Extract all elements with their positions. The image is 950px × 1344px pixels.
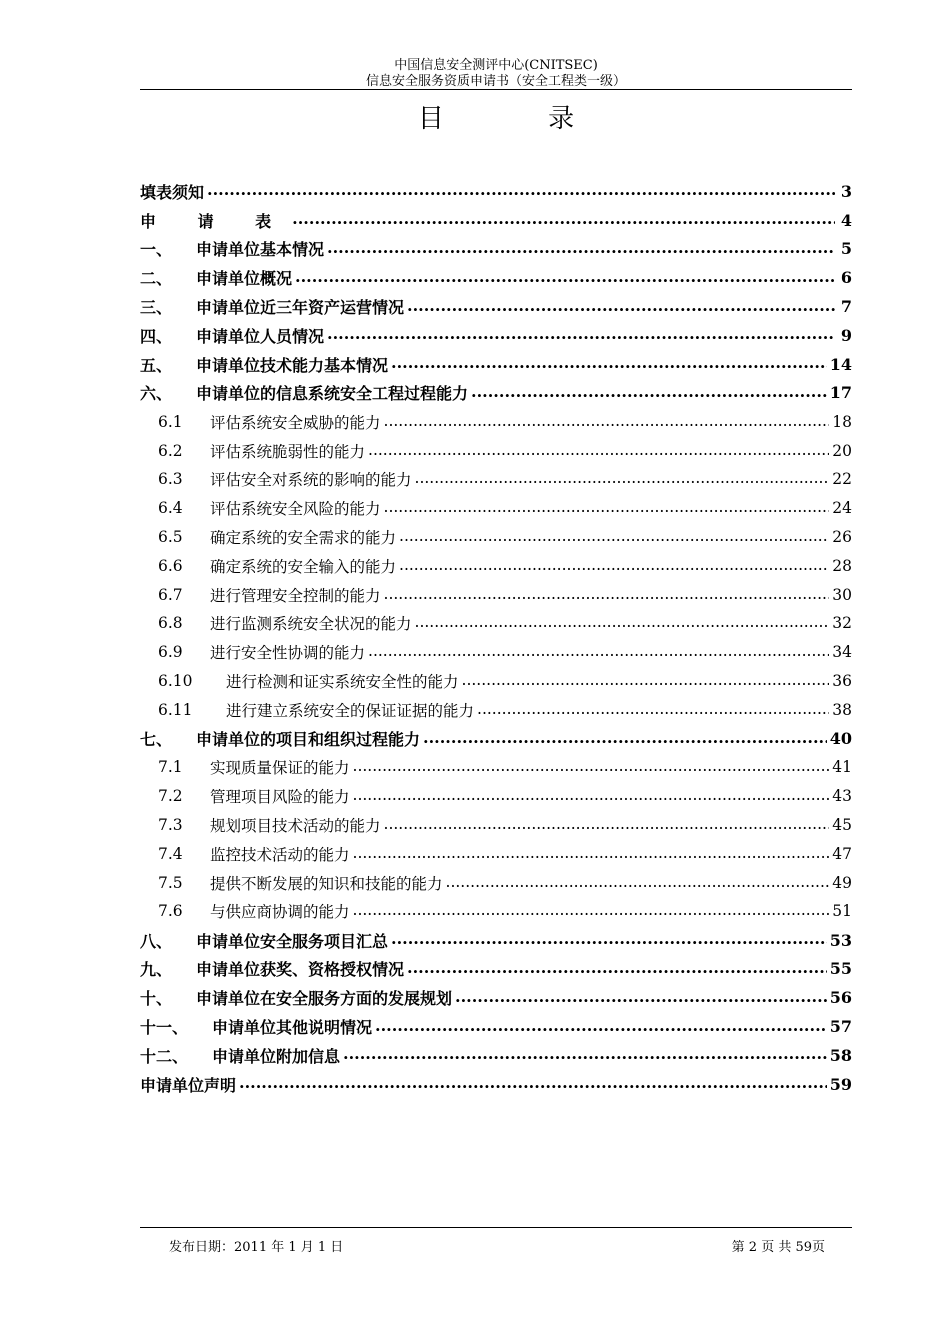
toc-entry-number: 十、 [140, 989, 173, 1009]
toc-entry-page: 43 [832, 787, 852, 806]
toc-entry-number: 7.3 [158, 815, 183, 834]
toc-entry-label: 申请单位基本情况 [196, 240, 325, 260]
toc-leader-dots [239, 1075, 827, 1093]
toc-entry[interactable] [140, 955, 852, 984]
toc-entry-number: 七、 [140, 730, 173, 750]
toc-entry-number: 一、 [140, 240, 173, 260]
toc-entry-page: 26 [832, 527, 852, 546]
toc-entry[interactable] [140, 1041, 852, 1070]
toc-entry-number: 6.6 [158, 556, 183, 575]
toc-entry-label: 评估安全对系统的影响的能力 [210, 471, 412, 490]
toc-entry[interactable] [140, 263, 852, 292]
footer-page-number: 第 2 页 共 59页 [731, 1240, 825, 1255]
toc-entry[interactable] [140, 494, 852, 523]
toc-entry-number: 6.1 [158, 412, 183, 431]
toc-leader-dots [343, 1046, 827, 1064]
toc-entry-page: 20 [832, 441, 852, 460]
toc-leader-dots [353, 902, 830, 920]
toc-entry-page: 17 [829, 383, 852, 403]
toc-entry-page: 45 [832, 815, 852, 834]
toc-leader-dots [462, 672, 830, 690]
toc-entry-label: 进行检测和证实系统安全性的能力 [226, 672, 459, 691]
toc-entry-page: 6 [840, 268, 852, 288]
header-document-title: 信息安全服务资质申请书（安全工程类一级） [365, 74, 626, 89]
toc-entry[interactable] [140, 897, 852, 926]
toc-entry-label: 管理项目风险的能力 [210, 788, 350, 807]
toc-entry[interactable] [140, 436, 852, 465]
toc-entry-page: 51 [832, 902, 852, 921]
toc-entry-label: 申请单位的项目和组织过程能力 [196, 730, 421, 750]
toc-entry-label: 实现质量保证的能力 [210, 759, 350, 778]
toc-entry-label: 提供不断发展的知识和技能的能力 [210, 874, 443, 893]
toc-entry-page: 57 [829, 1017, 852, 1036]
toc-entry-page: 38 [832, 700, 852, 719]
toc-leader-dots [391, 355, 827, 373]
toc-entry-page: 34 [832, 643, 852, 662]
toc-entry[interactable] [140, 609, 852, 638]
toc-entry-number: 7.1 [158, 758, 183, 777]
toc-entry-page: 14 [829, 354, 852, 374]
toc-leader-dots [423, 730, 827, 748]
page-title: 目 录 [417, 104, 623, 134]
toc-entry-label: 申请单位近三年资产运营情况 [196, 298, 405, 318]
toc-leader-dots [327, 326, 835, 344]
toc-entry[interactable] [140, 177, 852, 206]
toc-entry-label: 评估系统脆弱性的能力 [210, 442, 366, 461]
toc-entry-label: 申 请 表 [140, 211, 290, 231]
toc-entry[interactable] [140, 523, 852, 552]
toc-entry-number: 二、 [140, 269, 173, 289]
toc-leader-dots [353, 787, 830, 805]
page-header [140, 58, 852, 90]
toc-entry-number: 八、 [140, 931, 173, 951]
toc-entry-page: 56 [829, 988, 852, 1008]
toc-entry-page: 55 [829, 959, 852, 979]
toc-entry-label: 申请单位概况 [196, 269, 293, 289]
toc-entry-number: 7.2 [158, 787, 183, 806]
table-of-contents [140, 177, 852, 1099]
toc-entry-label: 与供应商协调的能力 [210, 903, 350, 922]
toc-leader-dots [292, 211, 835, 229]
toc-entry-label: 申请单位技术能力基本情况 [196, 355, 389, 375]
toc-leader-dots [407, 960, 827, 978]
toc-entry-page: 9 [840, 325, 852, 345]
toc-entry[interactable] [140, 465, 852, 494]
toc-entry-label: 评估系统安全威胁的能力 [210, 413, 381, 432]
toc-entry-number: 五、 [140, 355, 173, 375]
toc-entry-number: 六、 [140, 384, 173, 404]
toc-entry-number: 三、 [140, 298, 173, 318]
toc-leader-dots [415, 470, 830, 488]
toc-entry-page: 5 [840, 239, 852, 259]
toc-leader-dots [407, 298, 835, 316]
toc-entry[interactable] [140, 724, 852, 753]
toc-entry-number: 十一、 [140, 1018, 189, 1037]
toc-entry-page: 32 [832, 614, 852, 633]
toc-entry-page: 3 [840, 181, 852, 201]
toc-leader-dots [384, 816, 830, 834]
toc-entry-number: 6.5 [158, 527, 183, 546]
toc-leader-dots [368, 643, 829, 661]
toc-entry-label: 申请单位安全服务项目汇总 [196, 931, 389, 951]
toc-entry[interactable] [140, 292, 852, 321]
toc-entry-number: 6.4 [158, 499, 183, 518]
toc-entry-number: 6.7 [158, 585, 183, 604]
toc-entry-number: 6.11 [158, 700, 193, 719]
toc-entry[interactable] [140, 839, 852, 868]
toc-entry-number: 四、 [140, 326, 173, 346]
toc-entry-label: 进行建立系统安全的保证证据的能力 [226, 701, 475, 720]
toc-leader-dots [446, 874, 830, 892]
toc-leader-dots [471, 384, 827, 402]
toc-entry-page: 28 [832, 556, 852, 575]
toc-entry-page: 40 [829, 729, 852, 749]
toc-entry[interactable] [140, 868, 852, 897]
toc-leader-dots [375, 1018, 827, 1036]
toc-entry[interactable] [140, 811, 852, 840]
toc-entry-page: 59 [829, 1074, 852, 1094]
toc-entry-page: 47 [832, 844, 852, 863]
toc-entry-label: 进行安全性协调的能力 [210, 644, 366, 663]
toc-entry[interactable] [140, 407, 852, 436]
toc-leader-dots [384, 413, 830, 431]
toc-entry-label: 监控技术活动的能力 [210, 845, 350, 864]
toc-entry[interactable] [140, 580, 852, 609]
toc-entry-page: 7 [840, 297, 852, 317]
footer-rule [140, 1227, 852, 1228]
toc-leader-dots [384, 499, 830, 517]
toc-entry-label: 申请单位其他说明情况 [212, 1018, 373, 1037]
toc-leader-dots [353, 845, 830, 863]
toc-entry-label: 确定系统的安全输入的能力 [210, 557, 397, 576]
toc-entry-number: 九、 [140, 960, 173, 980]
toc-entry-page: 49 [832, 873, 852, 892]
header-organization: 中国信息安全测评中心(CNITSEC) [394, 58, 598, 73]
toc-entry-label: 确定系统的安全需求的能力 [210, 528, 397, 547]
toc-leader-dots [368, 442, 829, 460]
toc-entry-label: 填表须知 [140, 182, 205, 202]
toc-leader-dots [207, 182, 835, 200]
toc-entry-page: 24 [832, 499, 852, 518]
toc-entry[interactable] [140, 926, 852, 955]
toc-leader-dots [384, 586, 830, 604]
toc-entry-number: 7.4 [158, 844, 183, 863]
toc-entry[interactable] [140, 1012, 852, 1041]
toc-entry-page: 22 [832, 470, 852, 489]
toc-entry-label: 规划项目技术活动的能力 [210, 816, 381, 835]
toc-entry-number: 6.10 [158, 671, 193, 690]
toc-entry-number: 7.5 [158, 873, 183, 892]
toc-entry[interactable] [140, 782, 852, 811]
toc-entry[interactable] [140, 638, 852, 667]
toc-leader-dots [327, 240, 835, 258]
toc-entry-page: 58 [829, 1045, 852, 1065]
toc-entry-number: 7.6 [158, 902, 183, 921]
toc-entry[interactable] [140, 695, 852, 724]
footer-publish-date: 发布日期：2011 年 1 月 1 日 [169, 1240, 344, 1255]
toc-entry[interactable] [140, 206, 852, 235]
toc-entry[interactable] [140, 667, 852, 696]
toc-leader-dots [391, 931, 827, 949]
toc-entry-page: 53 [829, 930, 852, 950]
toc-entry-label: 进行监测系统安全状况的能力 [210, 615, 412, 634]
toc-entry-page: 4 [840, 210, 852, 230]
toc-entry[interactable] [140, 321, 852, 350]
toc-leader-dots [455, 989, 827, 1007]
toc-leader-dots [399, 528, 829, 546]
toc-entry[interactable] [140, 753, 852, 782]
toc-entry-page: 41 [832, 758, 852, 777]
toc-entry[interactable] [140, 551, 852, 580]
toc-entry-number: 十二、 [140, 1046, 189, 1066]
toc-entry-label: 申请单位在安全服务方面的发展规划 [196, 989, 453, 1009]
toc-entry-label: 申请单位声明 [140, 1075, 237, 1095]
header-rule [140, 89, 852, 90]
toc-entry-label: 进行管理安全控制的能力 [210, 586, 381, 605]
toc-entry-page: 30 [832, 585, 852, 604]
toc-entry-label: 申请单位的信息系统安全工程过程能力 [196, 384, 469, 404]
toc-entry-number: 6.3 [158, 470, 183, 489]
toc-entry-label: 申请单位人员情况 [196, 326, 325, 346]
toc-entry[interactable] [140, 350, 852, 379]
toc-entry[interactable] [140, 379, 852, 408]
toc-entry[interactable] [140, 235, 852, 264]
toc-entry-number: 6.2 [158, 441, 183, 460]
toc-entry-number: 6.9 [158, 643, 183, 662]
toc-entry-page: 36 [832, 671, 852, 690]
toc-leader-dots [399, 557, 829, 575]
toc-leader-dots [415, 614, 830, 632]
toc-entry-number: 6.8 [158, 614, 183, 633]
toc-entry[interactable] [140, 1070, 852, 1099]
toc-leader-dots [295, 269, 835, 287]
toc-entry[interactable] [140, 983, 852, 1012]
toc-entry-label: 申请单位附加信息 [212, 1046, 341, 1066]
toc-entry-page: 18 [832, 412, 852, 431]
toc-leader-dots [353, 758, 830, 776]
toc-entry-label: 申请单位获奖、资格授权情况 [196, 960, 405, 980]
toc-leader-dots [477, 701, 829, 719]
toc-entry-label: 评估系统安全风险的能力 [210, 500, 381, 519]
